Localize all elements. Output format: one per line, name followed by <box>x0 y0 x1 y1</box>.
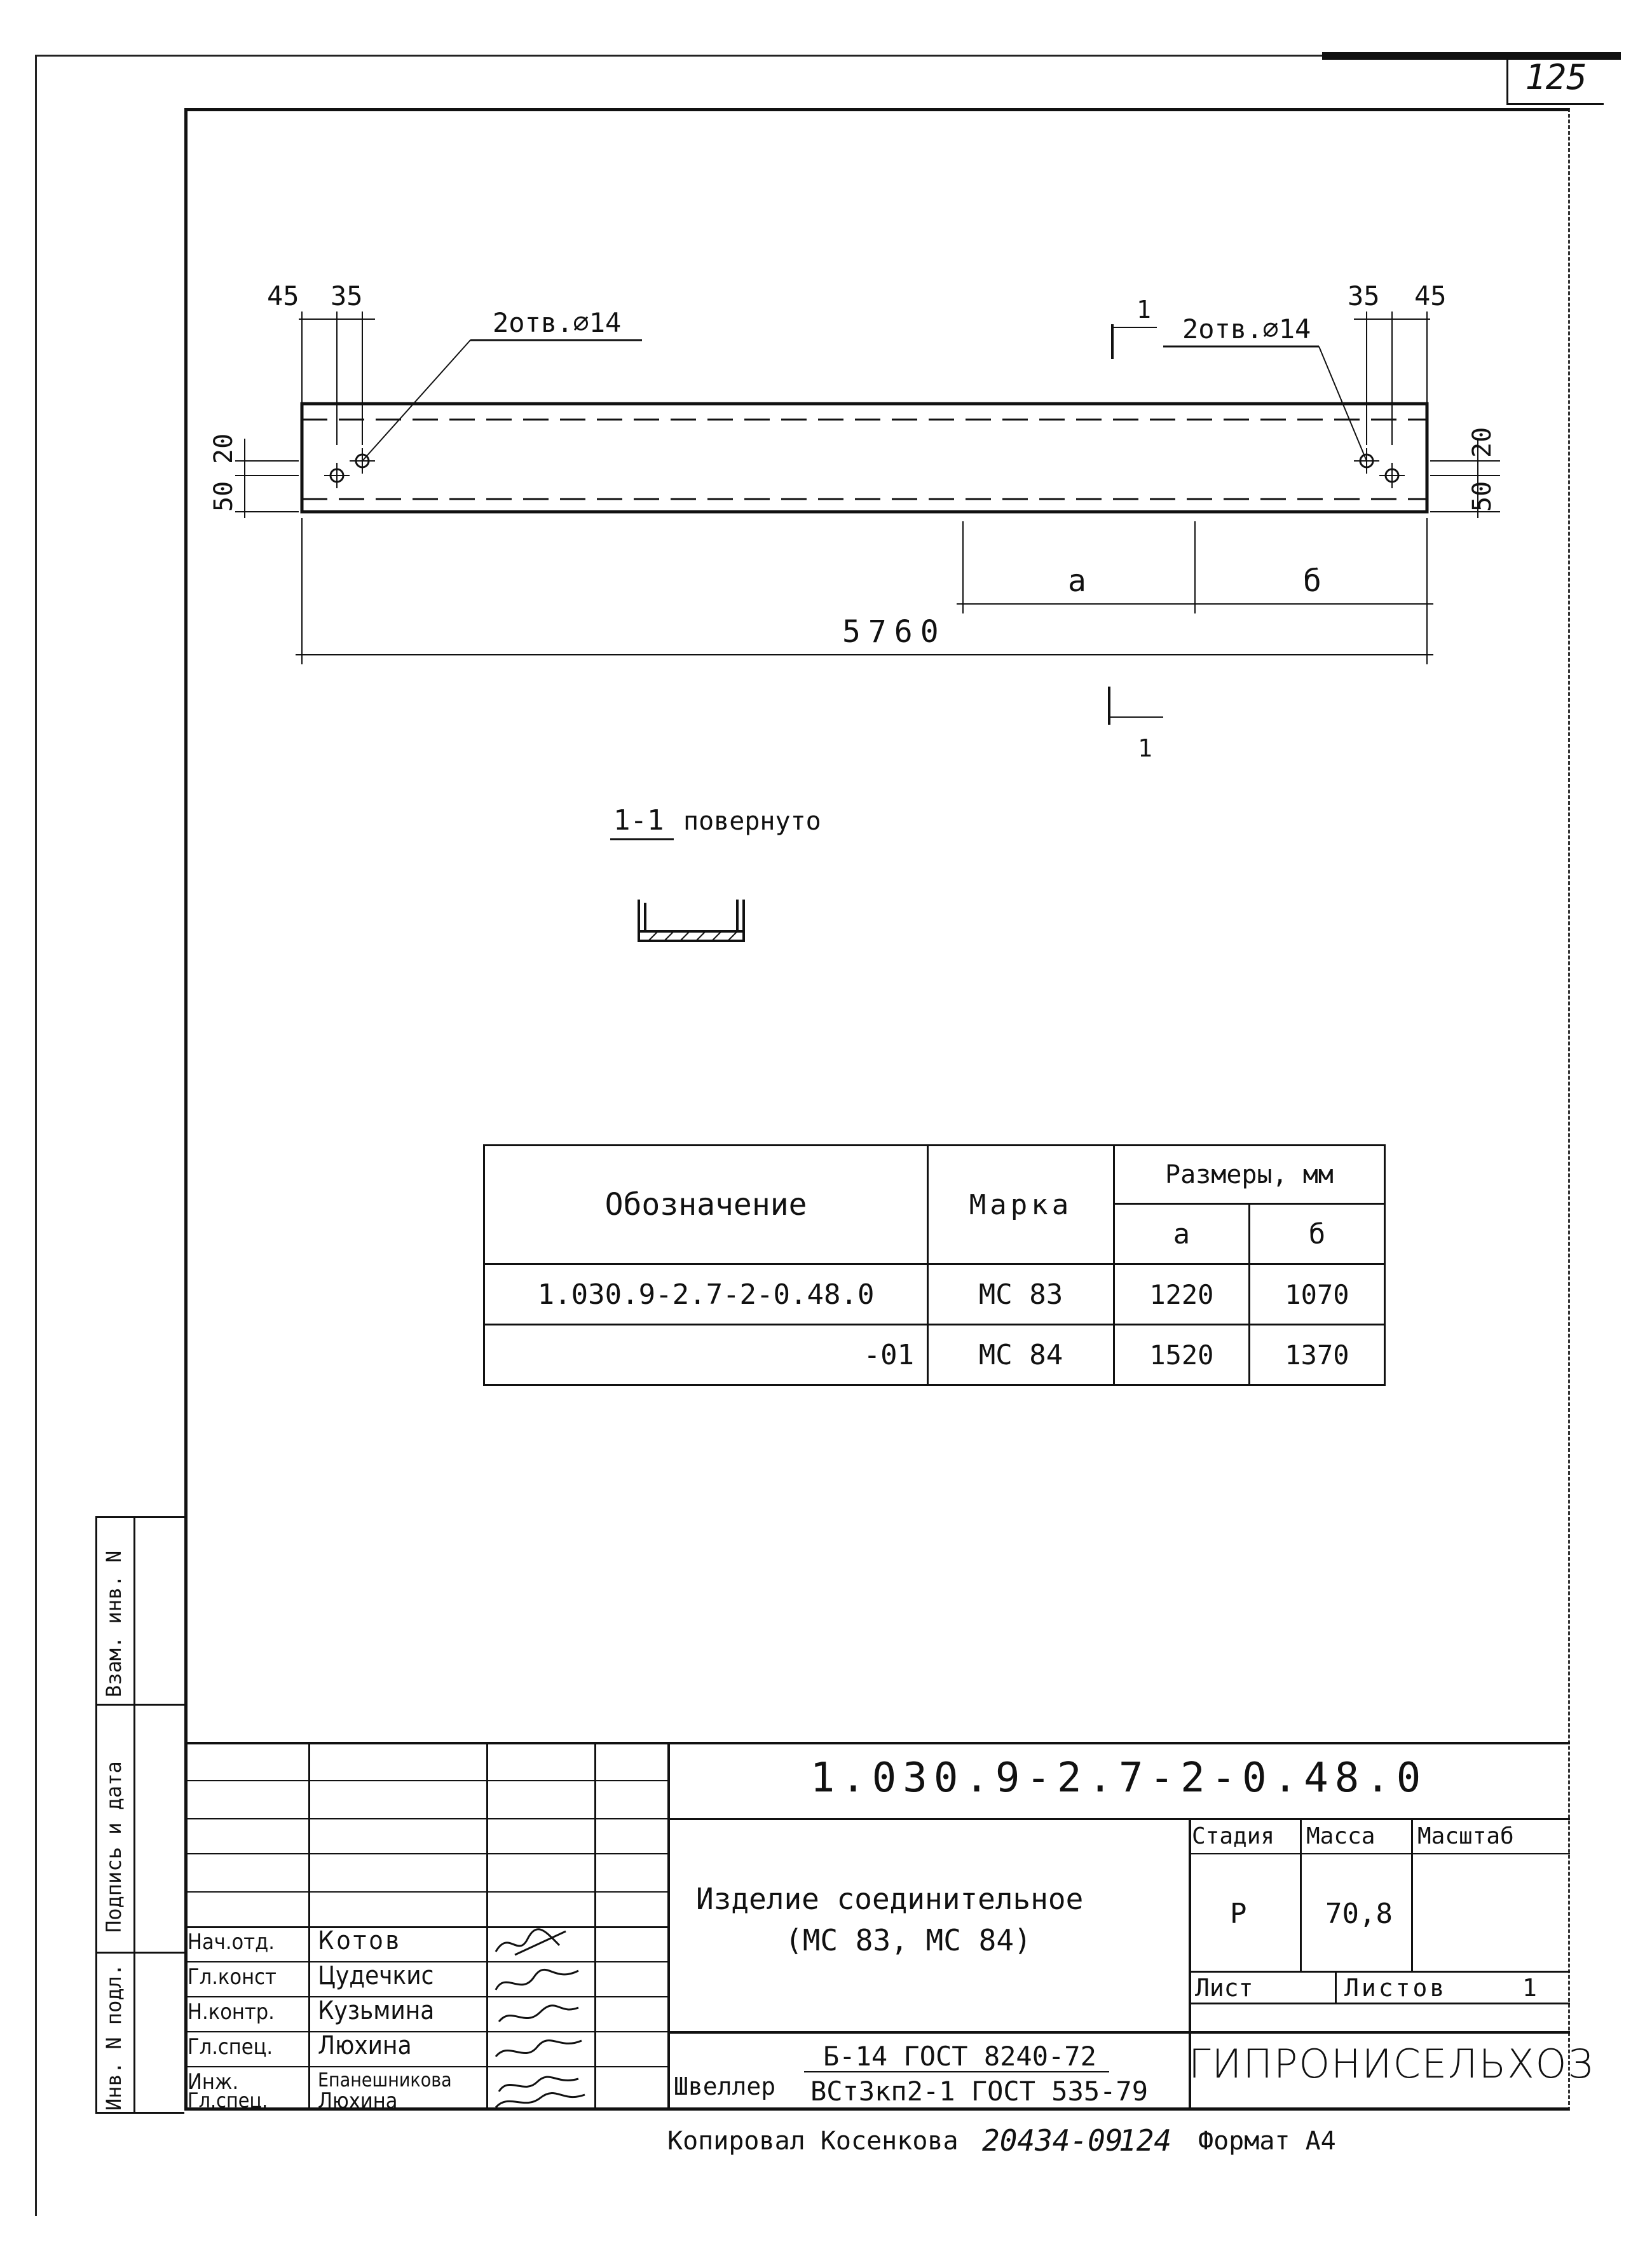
dim-a-label: а <box>1068 563 1086 599</box>
doc-code: 1.030.9-2.7-2-0.48.0 <box>810 1755 1428 1802</box>
footer-copied-by: Копировал Косенкова <box>667 2126 959 2156</box>
grid-line <box>184 1780 667 1781</box>
dim-a-b <box>957 518 1433 664</box>
signer-role: Гл.конст <box>188 1964 276 1990</box>
row-mark: МС 84 <box>928 1325 1114 1385</box>
section-title-text: повернуто <box>683 807 821 836</box>
stage-label: Стадия <box>1192 1823 1275 1849</box>
dim-total-label: 5760 <box>842 614 946 650</box>
table-row <box>484 1325 1385 1385</box>
signer-role: Инж. <box>188 2069 239 2095</box>
spec-header-a: а <box>1114 1204 1249 1264</box>
spec-header-sizes: Размеры, мм <box>1114 1146 1384 1204</box>
dim-right-45: 45 <box>1414 280 1447 312</box>
row-designation: 1.030.9-2.7-2-0.48.0 <box>484 1264 928 1325</box>
hole-callout-right: 2отв.⌀14 <box>1182 313 1311 345</box>
signer-name: Епанешникова <box>318 2069 452 2092</box>
footer-order-no: 20434-09 <box>982 2123 1123 2158</box>
grid-line <box>184 1926 667 1928</box>
dim-left-45: 45 <box>267 280 299 312</box>
sheet-number: 125 <box>1506 58 1604 105</box>
leader-left <box>362 340 470 461</box>
material-label: Швеллер <box>674 2072 776 2100</box>
dim-50-left: 50 <box>209 481 238 512</box>
sheets-value: 1 <box>1522 1974 1537 2002</box>
grid-line <box>1411 1818 1413 1971</box>
signer-role: Нач.отд. <box>188 1929 275 1955</box>
spec-header-designation: Обозначение <box>484 1146 928 1264</box>
dim-50-right: 50 <box>1468 481 1497 512</box>
footer-format: Формат А4 <box>1198 2126 1336 2156</box>
sheets-label: Листов <box>1344 1974 1447 2002</box>
side-stamp-podpis: Подпись и дата <box>102 1761 126 1933</box>
grid-line <box>1189 1853 1570 1854</box>
grid-line <box>184 1891 667 1893</box>
signer-name: Люхина <box>318 2031 412 2060</box>
signer-role: Гл.спец. <box>188 2088 268 2113</box>
signatures <box>489 1926 594 2111</box>
grid-line <box>184 2031 667 2032</box>
grid-line <box>667 2031 1570 2034</box>
row-mark: МС 83 <box>928 1264 1114 1325</box>
signer-role: Гл.спец. <box>188 2034 273 2060</box>
section-hatching <box>648 931 737 941</box>
row-a: 1520 <box>1114 1325 1249 1385</box>
holes-left <box>324 448 375 488</box>
dim-left-side <box>235 439 299 518</box>
side-stamp-divider-1 <box>95 1704 184 1706</box>
side-stamp-divider-2 <box>95 1952 184 1954</box>
grid-line <box>1300 1818 1302 1971</box>
dim-right-35: 35 <box>1348 280 1380 312</box>
grid-line <box>667 1818 1570 1820</box>
dim-top-right <box>1354 312 1430 445</box>
signer-name: Кузьмина <box>318 1996 435 2025</box>
part-name-line1: Изделие соединительное <box>696 1882 1084 1916</box>
dim-top-left <box>299 312 375 445</box>
material-line1: Б-14 ГОСТ 8240-72 <box>823 2041 1096 2072</box>
grid-line <box>1189 2003 1570 2004</box>
part-name-line2: (МС 83, МС 84) <box>785 1923 1032 1957</box>
row-b: 1070 <box>1249 1264 1384 1325</box>
section-mark-bottom-label: 1 <box>1138 734 1152 762</box>
row-designation: -01 <box>484 1325 928 1385</box>
side-stamp-inv: Инв. N подл. <box>102 1963 126 2111</box>
channel-drawing <box>0 0 1652 1017</box>
material-line2: ВСт3кп2-1 ГОСТ 535-79 <box>810 2076 1149 2107</box>
grid-line <box>184 2066 667 2067</box>
signer-name: Цудечкис <box>318 1961 434 1990</box>
signer-name: Люхина <box>318 2088 398 2114</box>
organization: ГИПРОНИСЕЛЬХОЗ <box>1189 2041 1594 2087</box>
stage-value: Р <box>1230 1898 1247 1930</box>
side-stamp-vzam: Взам. инв. N <box>102 1550 126 1697</box>
spec-table <box>483 1144 1386 1386</box>
holes-right <box>1354 448 1405 488</box>
mass-label: Масса <box>1306 1823 1376 1849</box>
grid-line <box>184 1853 667 1854</box>
signer-name: Котов <box>318 1926 402 1955</box>
signer-role: Н.контр. <box>188 1999 275 2025</box>
grid-line <box>184 1818 667 1819</box>
dim-b-label: б <box>1303 563 1321 599</box>
section-title-num: 1-1 <box>613 804 664 837</box>
side-stamp-inner-line <box>133 1516 135 2114</box>
row-a: 1220 <box>1114 1264 1249 1325</box>
row-b: 1370 <box>1249 1325 1384 1385</box>
mass-value: 70,8 <box>1325 1898 1393 1930</box>
dim-20-right: 20 <box>1468 427 1497 458</box>
spec-header-mark: Марка <box>928 1146 1114 1264</box>
footer-page-no: 124 <box>1119 2123 1172 2158</box>
grid-line <box>1189 1971 1570 1973</box>
scale-label: Масштаб <box>1417 1823 1514 1849</box>
hole-callout-left: 2отв.⌀14 <box>493 307 622 338</box>
spec-header-b: б <box>1249 1204 1384 1264</box>
table-row <box>484 1264 1385 1325</box>
material-divider <box>804 2071 1109 2072</box>
dim-20-left: 20 <box>209 433 238 464</box>
dim-left-35: 35 <box>331 280 363 312</box>
section-mark-top-label: 1 <box>1137 296 1151 324</box>
sheet-label: Лист <box>1195 1974 1253 2002</box>
grid-line <box>1335 1971 1337 2003</box>
